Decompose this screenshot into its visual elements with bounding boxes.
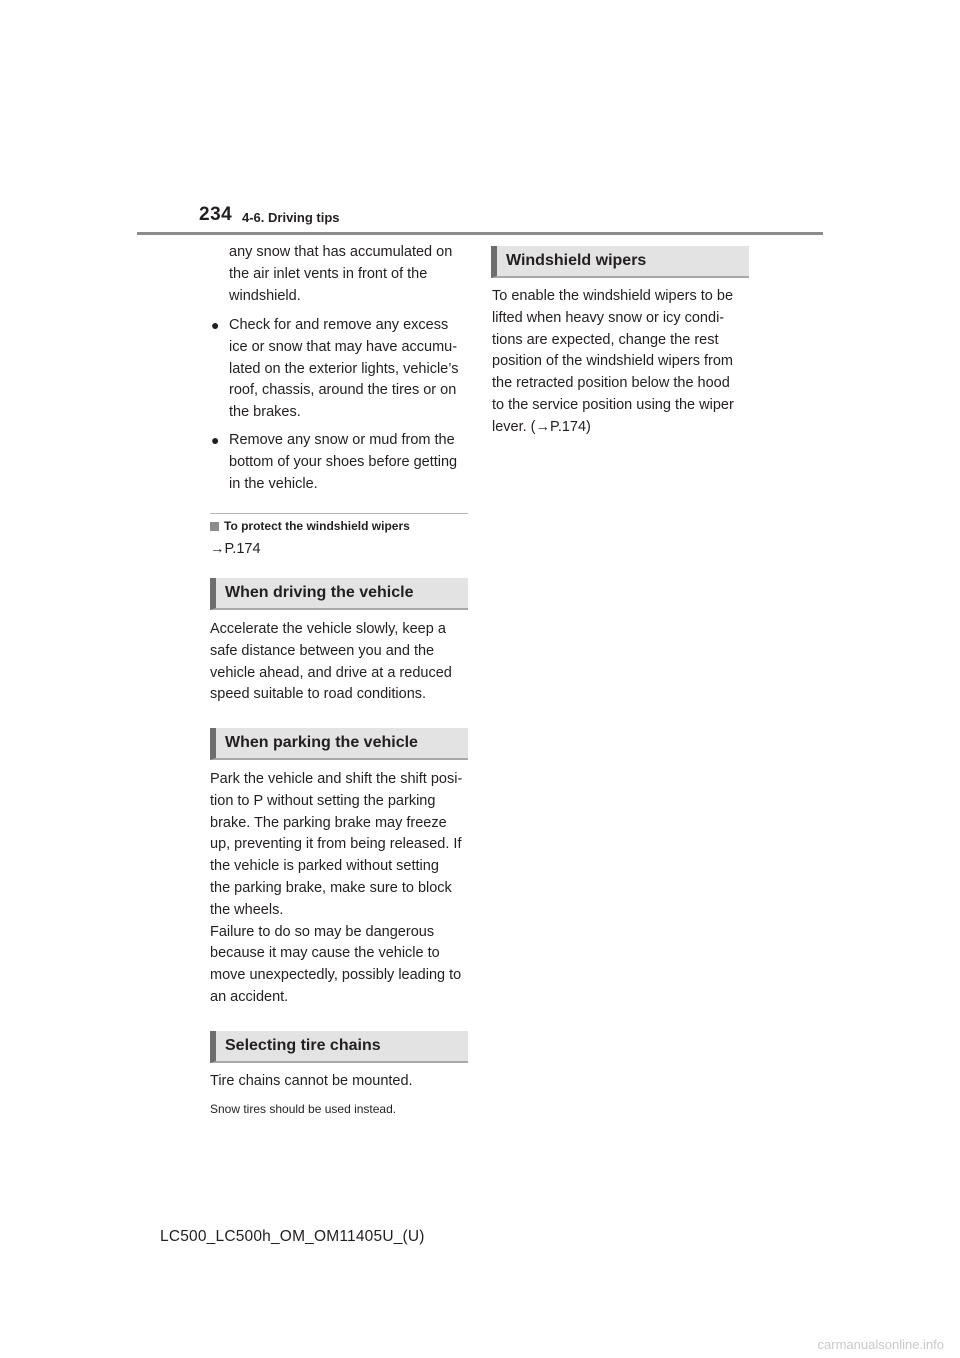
text-line: To enable the windshield wipers to be: [492, 288, 734, 304]
text-line: Accelerate the vehicle slowly, keep a: [210, 621, 446, 637]
chains-note: Snow tires should be used instead.: [210, 1102, 397, 1116]
text-line: position of the windshield wipers from: [492, 353, 733, 370]
document-id-footer: LC500_LC500h_OM_OM11405U_(U): [160, 1228, 425, 1245]
header-rule: [137, 232, 823, 235]
watermark: carmanualsonline.info: [817, 1337, 944, 1352]
chains-text: Tire chains cannot be mounted.: [210, 1073, 413, 1089]
text-line: the wheels.: [210, 901, 284, 918]
text-line[interactable]: lever. (→P.174): [492, 418, 591, 435]
text-line: an accident.: [210, 988, 289, 1005]
chains-heading: Selecting tire chains: [210, 1031, 468, 1063]
text-line: the vehicle is parked without setting: [210, 858, 439, 875]
section-title: 4-6. Driving tips: [242, 210, 340, 225]
text-line: in the vehicle.: [229, 475, 318, 492]
page-number: 234: [199, 204, 233, 225]
text-line: Park the vehicle and shift the shift posi-: [210, 771, 463, 787]
square-bullet-icon: [210, 522, 219, 531]
text-line: safe distance between you and the: [210, 642, 435, 659]
subsection-title: To protect the windshield wipers: [224, 519, 410, 533]
text-line: the parking brake, make sure to block: [210, 879, 452, 896]
text-line: roof, chassis, around the tires or on: [229, 382, 457, 399]
subsection-rule: [210, 513, 468, 514]
continued-paragraph: [229, 242, 479, 307]
text-line: lated on the exterior lights, vehicle’s: [229, 360, 459, 377]
text-line: because it may cause the vehicle to: [210, 945, 440, 962]
text-line: vehicle ahead, and drive at a reduced: [210, 664, 452, 681]
text-line: Remove any snow or mud from the: [229, 432, 455, 448]
parking-heading: When parking the vehicle: [210, 728, 468, 760]
subsection-heading: [210, 519, 410, 533]
bullet-item: [211, 315, 479, 424]
text-line: bottom of your shoes before getting: [229, 453, 458, 470]
text-line: ice or snow that may have accumu-: [229, 338, 458, 355]
parking-paragraph: [210, 769, 478, 1009]
text-line: up, preventing it from being released. If: [210, 836, 462, 853]
text-line: windshield.: [229, 287, 301, 304]
text-line: Check for and remove any excess: [229, 317, 449, 333]
text-line: any snow that has accumulated on: [229, 244, 453, 260]
bullet-item: [211, 430, 479, 495]
driving-heading: When driving the vehicle: [210, 578, 468, 610]
text-line: Failure to do so may be dangerous: [210, 923, 435, 940]
text-line: move unexpectedly, possibly leading to: [210, 967, 462, 984]
text-line: tions are expected, change the rest: [492, 331, 719, 348]
driving-paragraph: [210, 619, 475, 706]
text-line: the air inlet vents in front of the: [229, 265, 428, 282]
text-line: speed suitable to road conditions.: [210, 686, 427, 703]
wipers-paragraph: [492, 286, 764, 439]
text-line: the brakes.: [229, 404, 301, 421]
page-reference-link[interactable]: →P.174: [210, 541, 261, 557]
bullet-icon: ●: [211, 317, 220, 333]
text-line: brake. The parking brake may freeze: [210, 814, 447, 831]
text-line: lifted when heavy snow or icy condi-: [492, 309, 725, 326]
bullet-icon: ●: [211, 432, 220, 448]
text-line: the retracted position below the hood: [492, 375, 730, 392]
text-line: tion to P without setting the parking: [210, 792, 436, 809]
wipers-heading: Windshield wipers: [491, 246, 749, 278]
text-line: to the service position using the wiper: [492, 396, 734, 413]
